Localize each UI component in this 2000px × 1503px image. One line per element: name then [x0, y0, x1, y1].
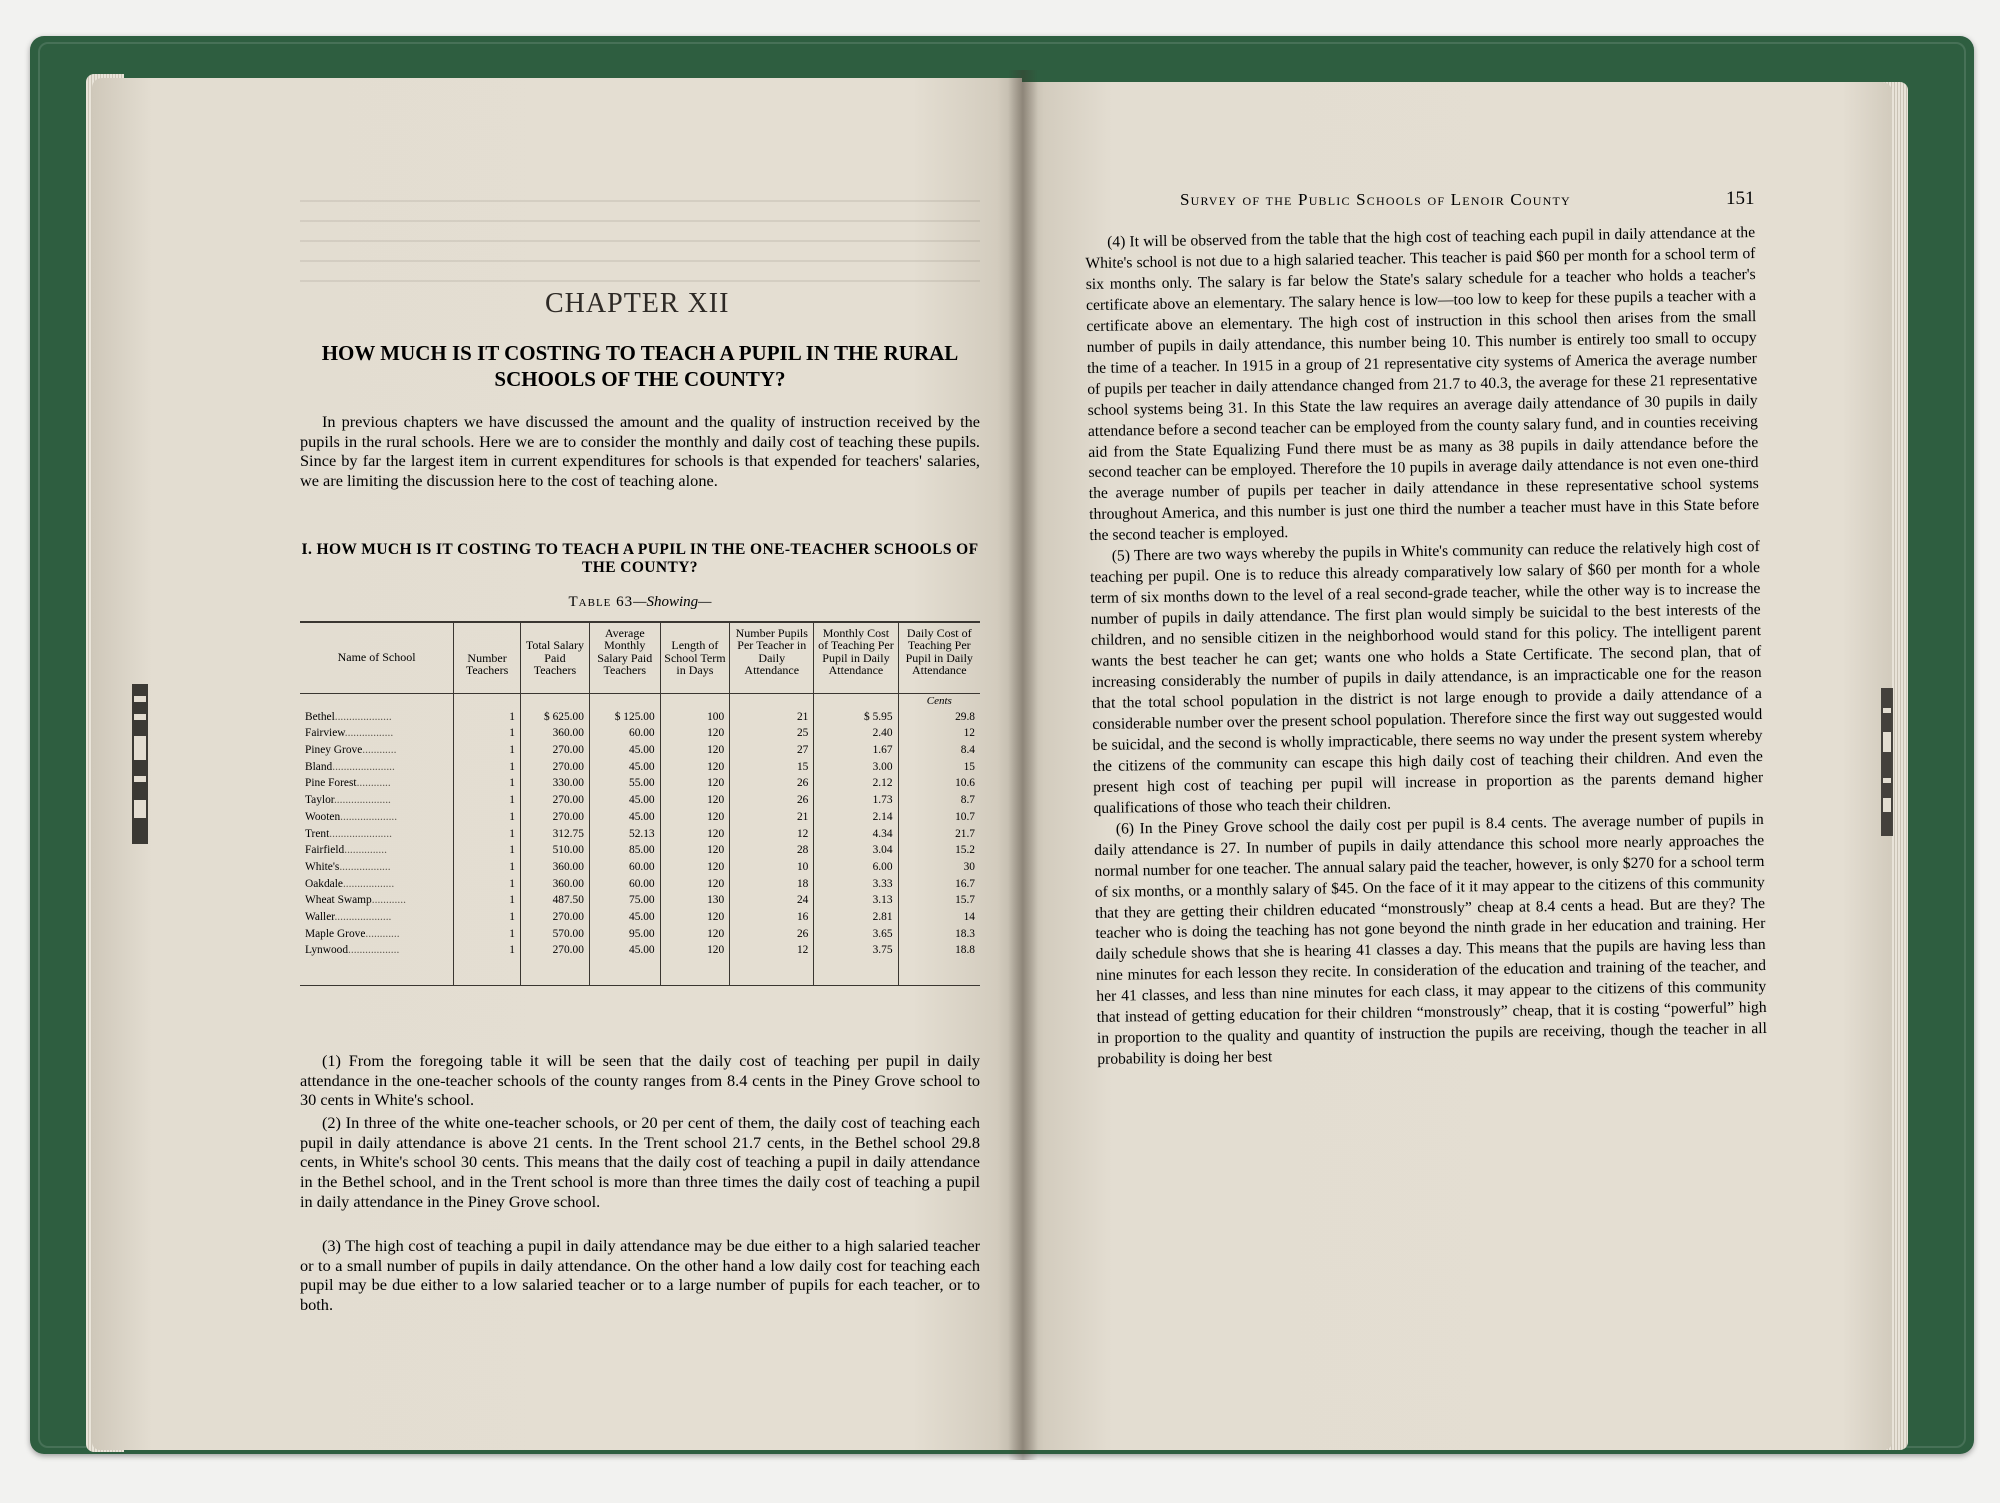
- cell-teachers: 1: [454, 892, 521, 909]
- cell-monthly: 3.65: [814, 926, 898, 943]
- cell-monthly: 3.13: [814, 892, 898, 909]
- school-name-text: Pine Forest: [305, 777, 357, 790]
- cell-monthly: 3.04: [814, 842, 898, 859]
- cell-teachers: 1: [454, 842, 521, 859]
- table-row: [300, 842, 980, 859]
- cell-avg: 60.00: [589, 859, 660, 876]
- cell-days: 120: [660, 809, 730, 826]
- cell-teachers: 1: [454, 926, 521, 943]
- header-name: Name of School: [300, 622, 454, 693]
- cell-daily: 10.6: [898, 775, 980, 792]
- school-name: [300, 859, 454, 876]
- cell-monthly: 2.14: [814, 809, 898, 826]
- cell-monthly: 6.00: [814, 859, 898, 876]
- cell-teachers: 1: [454, 759, 521, 776]
- library-stamp-icon: [1878, 688, 1896, 836]
- cell-daily: 29.8: [898, 709, 980, 726]
- cell-teachers: 1: [454, 792, 521, 809]
- header-avg: Average Monthly Salary Paid Teachers: [589, 622, 660, 693]
- school-name: [300, 926, 454, 943]
- school-name: [300, 725, 454, 742]
- cell-days: 120: [660, 792, 730, 809]
- cell-monthly: 1.67: [814, 742, 898, 759]
- table-row: [300, 775, 980, 792]
- cell-pupils: 28: [730, 842, 814, 859]
- header-teachers: Number Teachers: [454, 622, 521, 693]
- cell-days: 120: [660, 842, 730, 859]
- school-name-text: Taylor: [305, 794, 334, 807]
- cell-avg: 75.00: [589, 892, 660, 909]
- cell-avg: 45.00: [589, 792, 660, 809]
- school-name-text: Fairfield: [305, 844, 345, 857]
- cell-avg: 52.13: [589, 826, 660, 843]
- cell-total: 270.00: [520, 759, 589, 776]
- school-name: [300, 759, 454, 776]
- table-row: [300, 809, 980, 826]
- school-name: [300, 842, 454, 859]
- cell-days: 120: [660, 742, 730, 759]
- leader-dots: ............: [365, 927, 400, 940]
- school-name-text: Bethel: [305, 710, 335, 723]
- running-head: Survey of the Public Schools of Lenoir County: [1180, 190, 1571, 209]
- cell-daily: 18.8: [898, 942, 980, 985]
- cell-pupils: 18: [730, 876, 814, 893]
- table-row: [300, 792, 980, 809]
- leader-dots: .................: [344, 727, 394, 740]
- cell-teachers: 1: [454, 809, 521, 826]
- intro-paragraph: In previous chapters we have discussed the amount and the quality of instruction received by the pupils in the rural schools. Here we are to consider the monthly and daily cost of teaching these pupils. Since by far the largest item in current expenditures for schools is that expended for teachers' salaries, we are limiting the discussion here to the cost of teaching alone.: [300, 412, 980, 491]
- leader-dots: ..................: [342, 877, 395, 890]
- cell-monthly: $ 5.95: [814, 709, 898, 726]
- cell-daily: 15: [898, 759, 980, 776]
- cell-teachers: 1: [454, 775, 521, 792]
- cell-pupils: 27: [730, 742, 814, 759]
- table-row: [300, 742, 980, 759]
- cell-monthly: 3.33: [814, 876, 898, 893]
- cell-total: 487.50: [520, 892, 589, 909]
- chapter-label: CHAPTER XII: [545, 288, 730, 319]
- cell-days: 120: [660, 759, 730, 776]
- cost-table: [300, 621, 980, 986]
- right-page-body: [1085, 223, 1767, 1071]
- cell-teachers: 1: [454, 859, 521, 876]
- leader-dots: ....................: [334, 911, 392, 924]
- leader-dots: ....................: [334, 710, 392, 723]
- cell-days: 120: [660, 942, 730, 985]
- cell-total: 270.00: [520, 809, 589, 826]
- cell-total: $ 625.00: [520, 709, 589, 726]
- cell-avg: 45.00: [589, 909, 660, 926]
- cell-monthly: 2.81: [814, 909, 898, 926]
- school-name-text: Bland: [305, 760, 333, 773]
- cell-daily: 15.7: [898, 892, 980, 909]
- school-name: [300, 775, 454, 792]
- table-row: [300, 926, 980, 943]
- units-label: Cents: [898, 693, 980, 709]
- paragraph-6: (6) In the Piney Grove school the daily cost per pupil is 8.4 cents. The average number of pupils in daily attendance is 27. In number of pupils in daily attendance this school more nearly approaches the normal number for one teacher. The annual salary paid the teacher, however, is only $270 for a school term of six months, or a monthly salary of $45. On the face of it it may appear to the citizens of this community that they are getting their children educated “monstrously” cheap at 8.4 cents a head. But are they? The teacher who is doing the teaching has not gone beyond the ninth grade in her education and training. Her daily schedule shows that she is hearing 41 classes a day. This means that the pupils are having less than nine minutes for each lesson they recite. In consideration of the education and training of the teacher, and her 41 classes, and less than nine minutes for each class, it may appear to the citizens of this community that instead of getting education for their children “monstrously” cheap, that it is costing “powerful” high in proportion to the quality and quantity of instruction the pupils are receiving, though the teacher in all probability is doing her best: [1094, 810, 1768, 1069]
- school-name-text: Lynwood: [305, 944, 349, 957]
- cell-daily: 15.2: [898, 842, 980, 859]
- cell-daily: 10.7: [898, 809, 980, 826]
- section-heading: I. HOW MUCH IS IT COSTING TO TEACH A PUPIL IN THE ONE-TEACHER SCHOOLS OF THE COUNTY?: [301, 541, 979, 576]
- cell-teachers: 1: [454, 725, 521, 742]
- cell-teachers: 1: [454, 709, 521, 726]
- cell-monthly: 3.75: [814, 942, 898, 985]
- cell-avg: 60.00: [589, 876, 660, 893]
- cell-daily: 18.3: [898, 926, 980, 943]
- cell-total: 510.00: [520, 842, 589, 859]
- cell-pupils: 16: [730, 909, 814, 926]
- cell-total: 330.00: [520, 775, 589, 792]
- school-name: [300, 826, 454, 843]
- school-name-text: White's: [305, 860, 340, 873]
- table-row: [300, 709, 980, 726]
- school-name-text: Maple Grove: [305, 927, 366, 940]
- cell-avg: 85.00: [589, 842, 660, 859]
- paragraph-4: (4) It will be observed from the table that the high cost of teaching each pupil in daily attendance at the White's school is not due to a high salaried teacher. This teacher is paid $60 per month for a school term of six months only. The salary is far below the State's salary schedule for a teacher who holds a teacher's certificate above an elementary. The salary hence is low—too low to keep for these pupils a teacher with a certificate above an elementary. The high cost of instruction in this school then arises from the small number of pupils in daily attendance, this number being 10. This number is entirely too small to occupy the time of a teacher. In 1915 in a group of 21 representative city systems of America the average number of pupils per teacher in daily attendance changed from 21.7 to 40.3, the average for these 21 representative school systems being 31. In this State the law requires an average daily attendance of 30 pupils in daily attendance before a second teacher can be employed from the county salary fund, and in counties receiving aid from the State Equalizing Fund there must be as many as 38 pupils in daily attendance before the second teacher can be employed. Therefore the 10 pupils in average daily attendance is not even one-third the average number of pupils per teacher in daily attendance in these representative school systems throughout America, and this number is just one third the number a teacher must have in this State before the second teacher is employed.: [1085, 224, 1760, 545]
- paragraph-3: (3) The high cost of teaching a pupil in daily attendance may be due either to a high salaried teacher or to a small number of pupils in daily attendance. On the other hand a low daily cost for teaching each pupil may be due either to a low salaried teacher or to a large number of pupils for each teacher, or to both.: [300, 1236, 980, 1315]
- book-gutter: [1008, 70, 1038, 1460]
- leader-dots: ....................: [333, 794, 391, 807]
- table-caption-number: Table 63: [568, 594, 634, 610]
- cell-avg: 55.00: [589, 775, 660, 792]
- school-name: [300, 792, 454, 809]
- school-name: [300, 909, 454, 926]
- cell-pupils: 26: [730, 775, 814, 792]
- leader-dots: ......................: [329, 827, 392, 840]
- header-days: Length of School Term in Days: [660, 622, 730, 693]
- table-row: [300, 909, 980, 926]
- leader-dots: ..................: [348, 944, 400, 957]
- cell-days: 120: [660, 775, 730, 792]
- header-total: Total Salary Paid Teachers: [520, 622, 589, 693]
- cell-daily: 8.7: [898, 792, 980, 809]
- cell-avg: 45.00: [589, 942, 660, 985]
- cell-avg: 45.00: [589, 742, 660, 759]
- page-number: 151: [1726, 188, 1755, 209]
- school-name-text: Wooten: [305, 810, 341, 823]
- school-name: [300, 709, 454, 726]
- school-name-text: Wheat Swamp: [305, 894, 372, 907]
- table-caption-showing: —Showing—: [633, 594, 712, 610]
- table-row: [300, 892, 980, 909]
- cell-teachers: 1: [454, 876, 521, 893]
- cell-total: 360.00: [520, 725, 589, 742]
- paragraph-5: (5) There are two ways whereby the pupils in White's community can reduce the relatively high cost of teaching per pupil. One is to reduce this already comparatively low salary of $60 per month for a whole term of six months down to the level of a real second-grade teacher, while the other way is to increase the number of pupils in daily attendance. The first plan would simply be suicidal to the best interests of the children, and no sensible citizen in the neighborhood would stand for this policy. The intelligent parent wants the best teacher he can get; wants one who holds a State Certificate. The second plan, that of increasing considerably the number of pupils in daily attendance, is an impracticable one for the reason that the total school population in the district is not large enough to provide a daily attendance of a considerable number over the present school population. Therefore since the first way out suggested would be suicidal, and the second is wholly impracticable, there seems no way under the present system whereby the citizens of the community can escape this high daily cost of teaching their children. And even the present high cost of teaching per pupil will increase in proportion as the parents demand higher qualifications of those who teach their children.: [1089, 538, 1764, 817]
- cell-total: 270.00: [520, 942, 589, 985]
- school-name: [300, 892, 454, 909]
- chapter-question: HOW MUCH IS IT COSTING TO TEACH A PUPIL IN THE RURAL SCHOOLS OF THE COUNTY?: [321, 341, 959, 391]
- cell-total: 570.00: [520, 926, 589, 943]
- cell-pupils: 12: [730, 942, 814, 985]
- cell-avg: 45.00: [589, 759, 660, 776]
- school-name-text: Oakdale: [305, 877, 343, 890]
- header-monthly: Monthly Cost of Teaching Per Pupil in Daily Attendance: [814, 622, 898, 693]
- cell-pupils: 10: [730, 859, 814, 876]
- cell-days: 120: [660, 859, 730, 876]
- cell-daily: 30: [898, 859, 980, 876]
- show-through-left: [300, 200, 980, 290]
- cell-teachers: 1: [454, 909, 521, 926]
- cell-total: 360.00: [520, 876, 589, 893]
- cell-days: 120: [660, 725, 730, 742]
- cell-total: 270.00: [520, 909, 589, 926]
- cell-avg: 95.00: [589, 926, 660, 943]
- table-row: [300, 942, 980, 985]
- cell-avg: $ 125.00: [589, 709, 660, 726]
- cell-days: 120: [660, 826, 730, 843]
- cell-total: 360.00: [520, 859, 589, 876]
- table-row: [300, 759, 980, 776]
- table-row: [300, 725, 980, 742]
- cell-pupils: 25: [730, 725, 814, 742]
- school-name: [300, 942, 454, 985]
- cell-total: 270.00: [520, 742, 589, 759]
- cell-teachers: 1: [454, 742, 521, 759]
- cell-pupils: 12: [730, 826, 814, 843]
- table-body: [300, 693, 980, 986]
- units-row: [300, 693, 980, 709]
- cell-total: 270.00: [520, 792, 589, 809]
- cell-days: 120: [660, 909, 730, 926]
- cell-teachers: 1: [454, 942, 521, 985]
- school-name-text: Fairview: [305, 727, 345, 740]
- cell-pupils: 21: [730, 709, 814, 726]
- cell-days: 100: [660, 709, 730, 726]
- leader-dots: ....................: [340, 810, 398, 823]
- leader-dots: ............: [356, 777, 391, 790]
- cell-pupils: 15: [730, 759, 814, 776]
- cell-monthly: 2.12: [814, 775, 898, 792]
- library-stamp-icon: [128, 684, 152, 844]
- table-header-row: [300, 622, 980, 693]
- cell-daily: 14: [898, 909, 980, 926]
- header-daily: Daily Cost of Teaching Per Pupil in Daily Attendance: [898, 622, 980, 693]
- cell-pupils: 24: [730, 892, 814, 909]
- school-name: [300, 742, 454, 759]
- cell-days: 130: [660, 892, 730, 909]
- cell-monthly: 3.00: [814, 759, 898, 776]
- leader-dots: ............: [362, 744, 397, 757]
- leader-dots: ...............: [344, 844, 387, 857]
- cell-pupils: 21: [730, 809, 814, 826]
- header-pupils: Number Pupils Per Teacher in Daily Attendance: [730, 622, 814, 693]
- school-name: [300, 876, 454, 893]
- cell-monthly: 2.40: [814, 725, 898, 742]
- cell-monthly: 1.73: [814, 792, 898, 809]
- edge-stamp-right: [1874, 688, 1896, 838]
- cell-daily: 21.7: [898, 826, 980, 843]
- cell-days: 120: [660, 876, 730, 893]
- table-row: [300, 859, 980, 876]
- table-caption: [300, 594, 980, 611]
- table-row: [300, 826, 980, 843]
- leader-dots: ......................: [332, 760, 395, 773]
- school-name-text: Trent: [305, 827, 330, 840]
- cell-pupils: 26: [730, 792, 814, 809]
- school-name-text: Piney Grove: [305, 744, 363, 757]
- cell-avg: 45.00: [589, 809, 660, 826]
- edge-stamp-left: [126, 684, 152, 854]
- cell-daily: 12: [898, 725, 980, 742]
- cell-total: 312.75: [520, 826, 589, 843]
- leader-dots: ............: [371, 894, 406, 907]
- leader-dots: ..................: [339, 860, 391, 873]
- paragraph-1: (1) From the foregoing table it will be seen that the daily cost of teaching per pupil in daily attendance in the one-teacher schools of the county ranges from 8.4 cents in the Piney Grove school to 30 cents in White's school.: [300, 1051, 980, 1110]
- cell-pupils: 26: [730, 926, 814, 943]
- cell-daily: 8.4: [898, 742, 980, 759]
- paragraph-2: (2) In three of the white one-teacher schools, or 20 per cent of them, the daily cost of teaching each pupil in daily attendance is above 21 cents. In the Trent school 21.7 cents, in the Bethel school 29.8 cents, in White's school 30 cents. This means that the daily cost of teaching a pupil in daily attendance in the Bethel school, and in the Trent school is more than three times the daily cost of teaching a pupil in daily attendance in the Piney Grove school.: [300, 1113, 980, 1211]
- school-name: [300, 809, 454, 826]
- cell-days: 120: [660, 926, 730, 943]
- table-row: [300, 876, 980, 893]
- cell-daily: 16.7: [898, 876, 980, 893]
- cell-monthly: 4.34: [814, 826, 898, 843]
- cell-avg: 60.00: [589, 725, 660, 742]
- school-name-text: Waller: [305, 911, 335, 924]
- cell-teachers: 1: [454, 826, 521, 843]
